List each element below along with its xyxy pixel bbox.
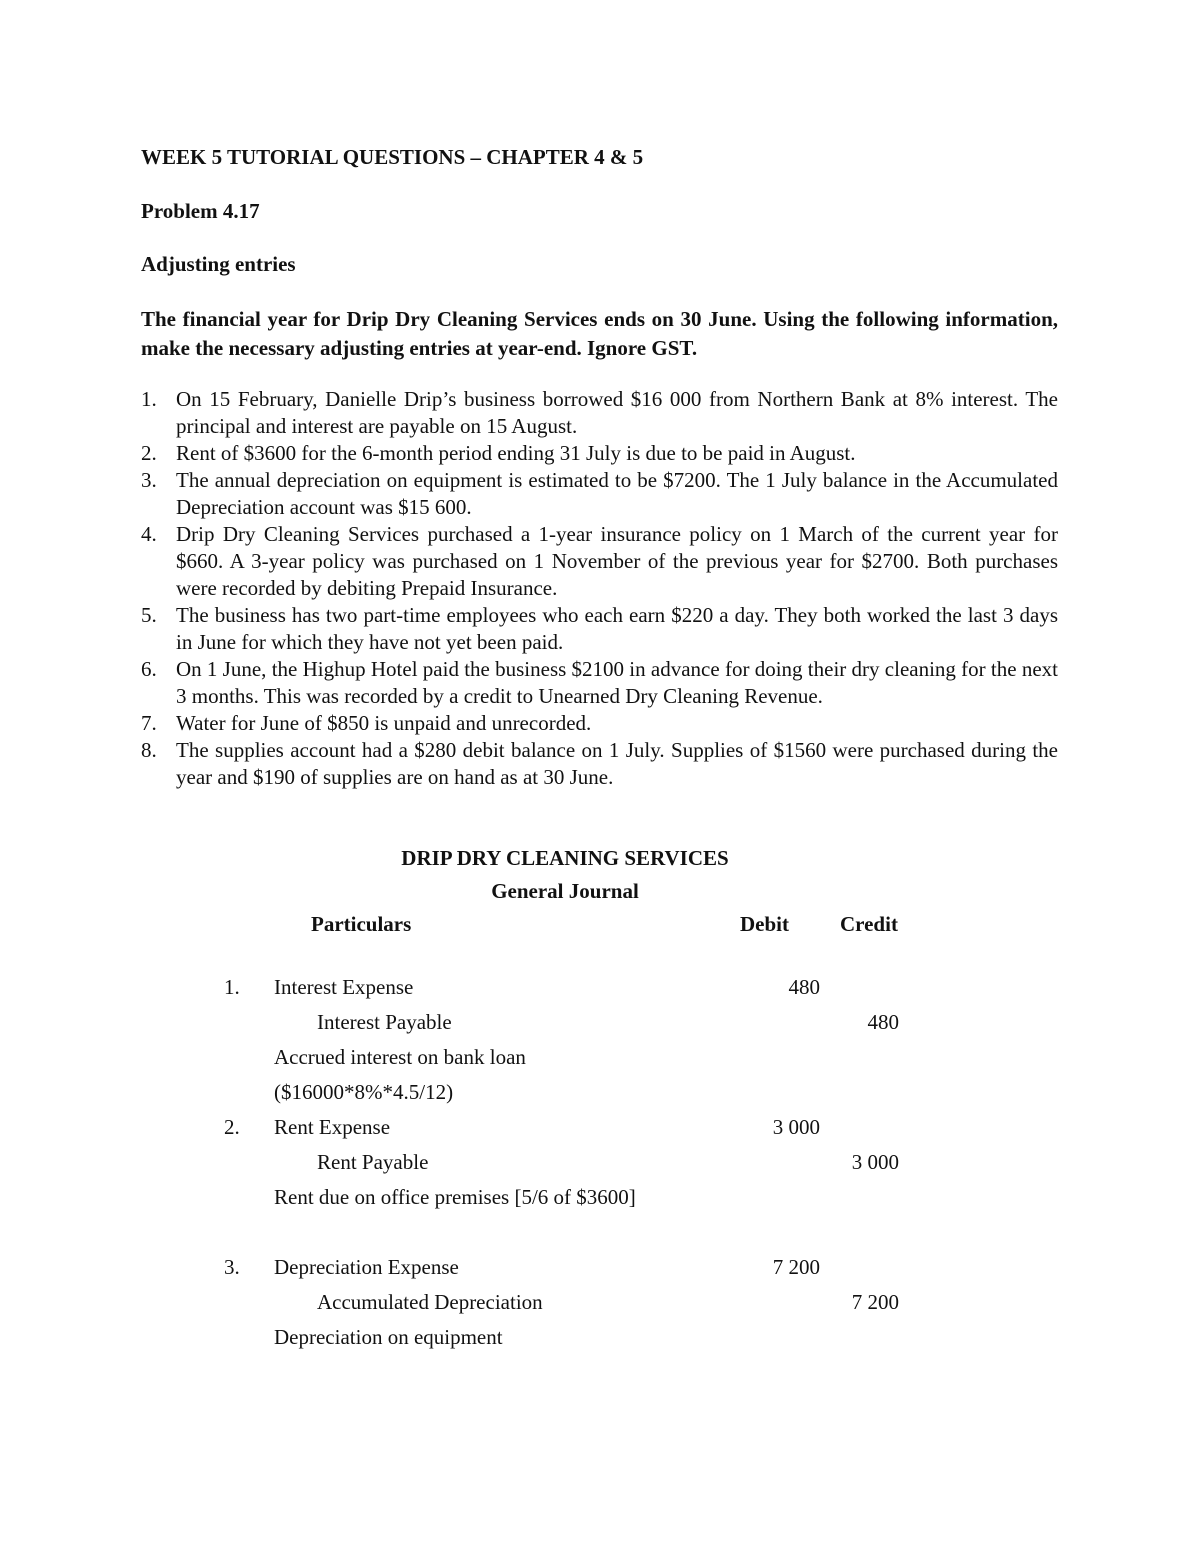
entry-narration: Rent due on office premises [5/6 of $3600] [274,1185,636,1209]
question-item [141,602,1058,656]
question-text: On 1 June, the Highup Hotel paid the business $2100 in advance for doing their dry cleaning for the next 3 months. This was recorded by a credit to Unearned Dry Cleaning Revenue. [176,657,1058,708]
question-number: 7. [141,711,157,735]
question-number: 5. [141,603,157,627]
credit-account: Rent Payable [317,1150,429,1174]
entry-narration: Depreciation on equipment [274,1325,503,1349]
question-text: Rent of $3600 for the 6-month period ending 31 July is due to be paid in August. [176,441,856,465]
debit-account: Depreciation Expense [274,1255,459,1279]
question-text: The annual depreciation on equipment is estimated to be $7200. The 1 July balance in the Accumulated Depreciation account was $15 600. [176,468,1058,519]
question-number: 4. [141,522,157,546]
problem-number: Problem 4.17 [141,199,260,223]
credit-amount: 7 200 [851,1290,899,1314]
credit-account: Interest Payable [317,1010,452,1034]
question-item [141,467,1058,521]
question-text: Water for June of $850 is unpaid and unrecorded. [176,711,592,735]
credit-account: Accumulated Depreciation [317,1290,543,1314]
document-title: WEEK 5 TUTORIAL QUESTIONS – CHAPTER 4 & 5 [141,145,644,169]
question-text: Drip Dry Cleaning Services purchased a 1-year insurance policy on 1 March of the current year for $660. A 3-year policy was purchased on 1 November of the previous year for $2700. Both purchases were recorded by debiting Prepaid Insurance. [176,522,1058,600]
debit-account: Interest Expense [274,975,414,999]
problem-instructions: The financial year for Drip Dry Cleaning Services ends on 30 June. Using the following information, make the necessary adjusting entries at year-end. Ignore GST. [141,307,1058,360]
column-header-credit: Credit [840,912,898,936]
entry-number: 1. [224,975,240,999]
question-number: 2. [141,441,157,465]
question-item [141,737,1058,791]
journal-title: General Journal [491,879,639,903]
debit-account: Rent Expense [274,1115,391,1139]
question-item [141,386,1058,440]
entry-number: 2. [224,1115,240,1139]
question-text: On 15 February, Danielle Drip’s business borrowed $16 000 from Northern Bank at 8% interest. The principal and interest are payable on 15 August. [176,387,1058,438]
credit-amount: 3 000 [851,1150,899,1174]
question-number: 3. [141,468,157,492]
column-header-particulars: Particulars [311,912,412,936]
entry-number: 3. [224,1255,240,1279]
question-number: 1. [141,387,157,411]
question-number: 6. [141,657,157,681]
question-number: 8. [141,738,157,762]
entry-narration: ($16000*8%*4.5/12) [274,1080,454,1104]
entry-narration: Accrued interest on bank loan [274,1045,526,1069]
question-item [141,656,1058,710]
question-item [141,521,1058,602]
debit-amount: 3 000 [772,1115,820,1139]
column-header-debit: Debit [740,912,789,936]
debit-amount: 480 [788,975,820,999]
problem-topic: Adjusting entries [141,252,296,276]
question-item [141,710,1058,737]
debit-amount: 7 200 [772,1255,820,1279]
credit-amount: 480 [867,1010,899,1034]
question-text: The supplies account had a $280 debit balance on 1 July. Supplies of $1560 were purchased during the year and $190 of supplies are on hand as at 30 June. [176,738,1058,789]
question-item [141,440,1058,467]
question-text: The business has two part-time employees who each earn $220 a day. They both worked the last 3 days in June for which they have not yet been paid. [176,603,1058,654]
question-list [141,386,1058,791]
journal-company-name: DRIP DRY CLEANING SERVICES [401,846,729,870]
